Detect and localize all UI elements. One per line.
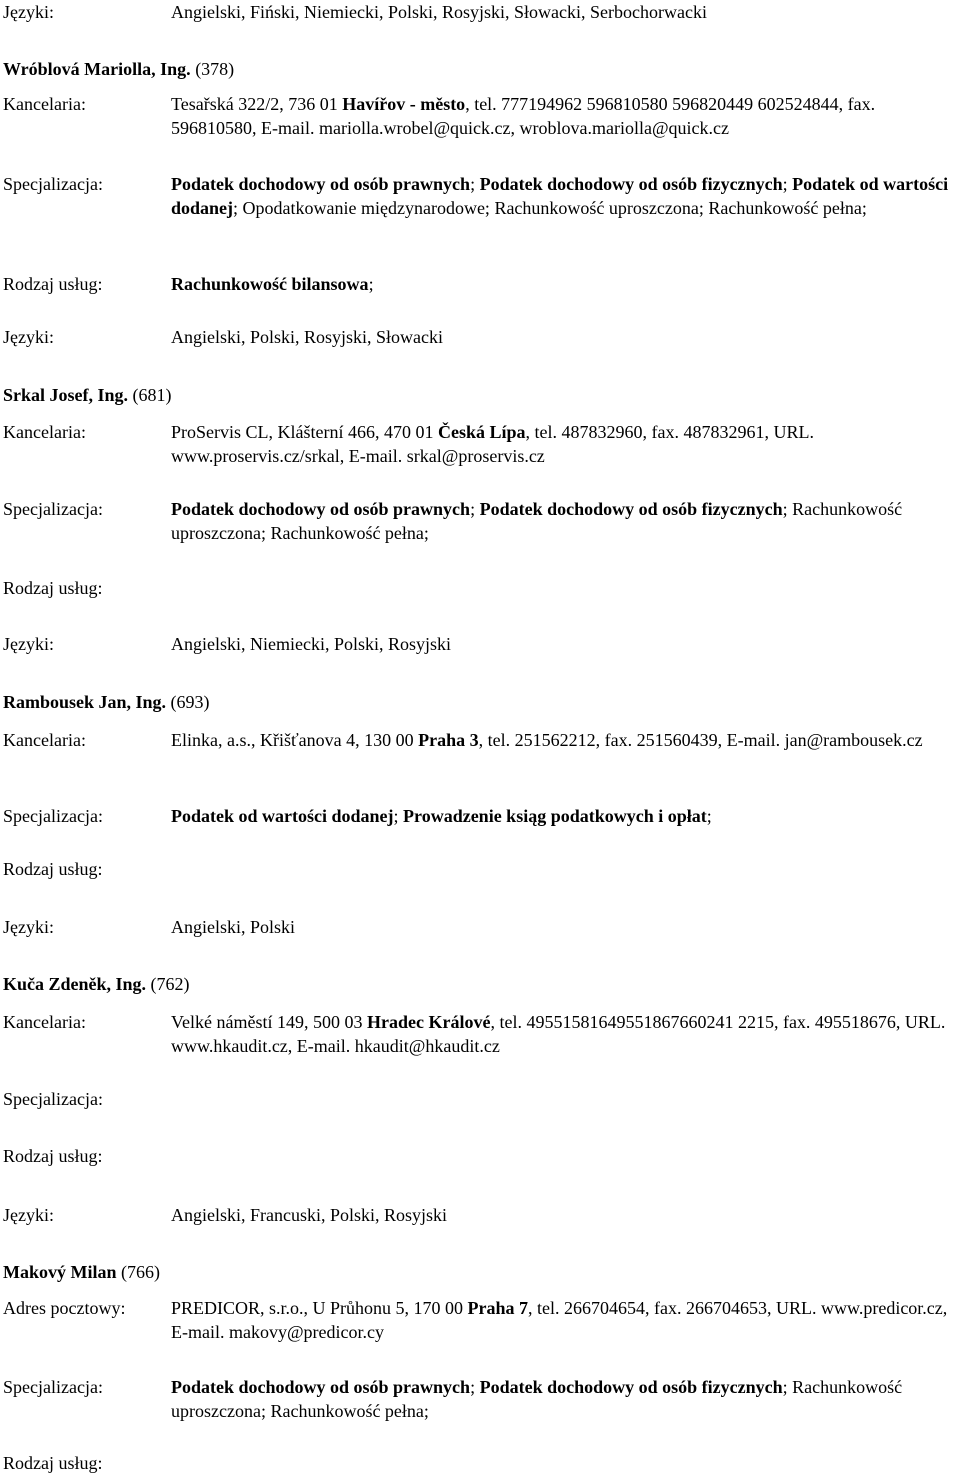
- office-address: Velké náměstí 149, 500 03: [171, 1012, 367, 1032]
- office-value: [171, 92, 959, 140]
- languages-value: Angielski, Polski: [171, 917, 296, 937]
- office-contacts: , tel. 251562212, fax. 251560439, E-mail. jan@rambousek.cz: [478, 730, 923, 750]
- languages-label: Języki:: [3, 634, 54, 654]
- office-address: Elinka, a.s., Křišťanova 4, 130 00: [171, 730, 419, 750]
- office-value: [171, 728, 959, 752]
- office-city: Praha 3: [418, 730, 479, 750]
- office-label: Kancelaria:: [3, 94, 86, 114]
- spec-part: Prowadzenie ksiąg podatkowych i opłat: [403, 806, 707, 826]
- services-label: Rodzaj usług:: [3, 274, 103, 294]
- languages-value: Angielski, Fiński, Niemiecki, Polski, Rosyjski, Słowacki, Serbochorwacki: [171, 2, 707, 22]
- languages-value: Angielski, Niemiecki, Polski, Rosyjski: [171, 634, 452, 654]
- spec-part: ;: [706, 806, 712, 826]
- services-label: Rodzaj usług:: [3, 578, 103, 598]
- entry-name: Kuča Zdeněk, Ing.: [3, 974, 147, 994]
- spec-part: Podatek dochodowy od osób prawnych: [171, 499, 471, 519]
- spec-part: Podatek od wartości dodanej: [171, 174, 949, 218]
- entry-number: (681): [132, 385, 172, 405]
- spec-part: ; Rachunkowość uproszczona; Rachunkowość pełna;: [171, 1377, 903, 1421]
- entry-number: (378): [195, 59, 235, 79]
- entry-number: (766): [121, 1262, 161, 1282]
- office-address: Tesařská 322/2, 736 01: [171, 94, 343, 114]
- office-contacts: , tel. 266704654, fax. 266704653, URL. www.predicor.cz, E-mail. makovy@predicor.cy: [171, 1298, 948, 1342]
- entry-heading: [3, 690, 210, 714]
- specialization-value: [171, 497, 959, 545]
- office-address: ProServis CL, Klášterní 466, 470 01: [171, 422, 438, 442]
- languages-label: Języki:: [3, 327, 54, 347]
- postal-address-value: [171, 1296, 959, 1344]
- spec-part: Podatek dochodowy od osób prawnych: [171, 1377, 471, 1397]
- entry-name: Makový Milan: [3, 1262, 117, 1282]
- spec-part: Podatek dochodowy od osób fizycznych: [479, 174, 783, 194]
- languages-label: Języki:: [3, 917, 54, 937]
- services-label: Rodzaj usług:: [3, 1146, 103, 1166]
- spec-part: ;: [470, 174, 480, 194]
- spec-part: ; Rachunkowość uproszczona; Rachunkowość pełna;: [171, 499, 903, 543]
- spec-part: Podatek dochodowy od osób fizycznych: [479, 1377, 783, 1397]
- specialization-label: Specjalizacja:: [3, 499, 103, 519]
- office-label: Kancelaria:: [3, 730, 86, 750]
- entry-number: (762): [150, 974, 190, 994]
- spec-part: ;: [393, 806, 404, 826]
- specialization-value: [171, 172, 959, 220]
- office-contacts: , tel. 487832960, fax. 487832961, URL. www.proservis.cz/srkal, E-mail. srkal@proservis.cz: [171, 422, 815, 466]
- office-contacts: , tel. 49551581649551867660241 2215, fax. 495518676, URL. www.hkaudit.cz, E-mail. hkaudit@hkaudit.cz: [171, 1012, 946, 1056]
- specialization-value: [171, 1375, 959, 1423]
- specialization-label: Specjalizacja:: [3, 806, 103, 826]
- languages-label: Języki:: [3, 2, 54, 22]
- languages-value: Angielski, Francuski, Polski, Rosyjski: [171, 1205, 448, 1225]
- office-value: [171, 420, 959, 468]
- spec-part: ;: [470, 499, 480, 519]
- services-label: Rodzaj usług:: [3, 859, 103, 879]
- specialization-value: [171, 804, 959, 828]
- entry-name: Rambousek Jan, Ing.: [3, 692, 167, 712]
- office-city: Havířov - město: [342, 94, 466, 114]
- office-city: Česká Lípa: [438, 422, 526, 442]
- entry-heading: [3, 972, 190, 996]
- office-label: Kancelaria:: [3, 1012, 86, 1032]
- spec-part: Podatek od wartości dodanej: [171, 806, 394, 826]
- office-city: Praha 7: [467, 1298, 529, 1318]
- office-value: [171, 1010, 959, 1058]
- entry-name: Wróblová Mariolla, Ing.: [3, 59, 191, 79]
- specialization-label: Specjalizacja:: [3, 1089, 103, 1109]
- entry-heading: [3, 57, 234, 81]
- entry-heading: [3, 383, 172, 407]
- service-part: ;: [368, 274, 374, 294]
- entry-number: (693): [170, 692, 210, 712]
- spec-part: ;: [782, 174, 793, 194]
- office-address: PREDICOR, s.r.o., U Průhonu 5, 170 00: [171, 1298, 468, 1318]
- specialization-label: Specjalizacja:: [3, 174, 103, 194]
- service-part: Rachunkowość bilansowa: [171, 274, 369, 294]
- spec-part: Podatek dochodowy od osób fizycznych: [479, 499, 783, 519]
- spec-part: ;: [470, 1377, 480, 1397]
- spec-part: Podatek dochodowy od osób prawnych: [171, 174, 471, 194]
- entry-name: Srkal Josef, Ing.: [3, 385, 129, 405]
- languages-value: Angielski, Polski, Rosyjski, Słowacki: [171, 327, 444, 347]
- languages-label: Języki:: [3, 1205, 54, 1225]
- office-city: Hradec Králové: [366, 1012, 491, 1032]
- spec-part: ; Opodatkowanie międzynarodowe; Rachunkowość uproszczona; Rachunkowość pełna;: [233, 198, 867, 218]
- services-value: [171, 272, 959, 296]
- office-contacts: , tel. 777194962 596810580 596820449 602524844, fax. 596810580, E-mail. mariolla.wrobel@quick.cz, wroblova.mariolla@quick.cz: [171, 94, 876, 138]
- entry-heading: [3, 1260, 160, 1284]
- office-label: Kancelaria:: [3, 422, 86, 442]
- services-label: Rodzaj usług:: [3, 1453, 103, 1473]
- specialization-label: Specjalizacja:: [3, 1377, 103, 1397]
- postal-address-label: Adres pocztowy:: [3, 1298, 126, 1318]
